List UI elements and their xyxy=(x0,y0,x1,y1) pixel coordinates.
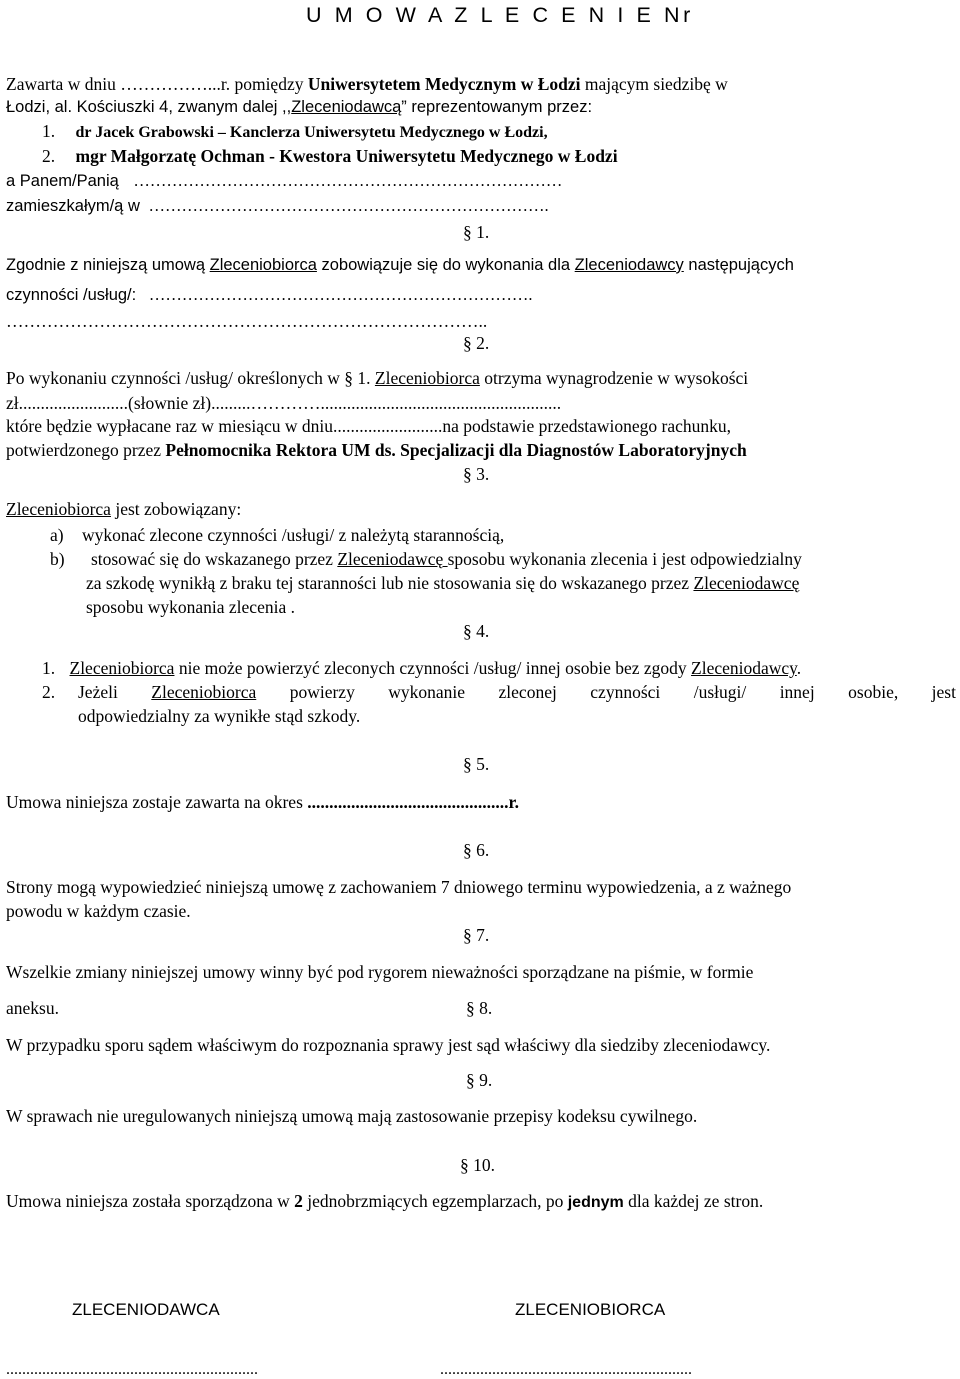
term-zleceniodawcy: Zleceniodawcy xyxy=(691,658,797,678)
clause-word: jest xyxy=(931,682,956,702)
clause-text: wykonać zlecone czynności /usługi/ z należytą starannością, xyxy=(81,525,505,545)
section-3-header: § 3. xyxy=(463,464,490,484)
section-5-line xyxy=(6,794,519,812)
intro-text: mającym siedzibę w xyxy=(580,74,728,94)
clause-text: sposobu wykonania zlecenia i jest odpowiedzialny xyxy=(447,549,802,569)
services-blank: ……………………………………………………………………….. xyxy=(6,311,488,331)
clause-word: powierzy xyxy=(289,682,355,702)
list-number: 1. xyxy=(42,121,56,141)
section-4-point-2-line-2: odpowiedzialny za wynikłe stąd szkody. xyxy=(78,706,361,726)
intro-text: Łodzi, al. Kościuszki 4, zwanym dalej ,, xyxy=(6,98,292,116)
clause-text: jest zobowiązany: xyxy=(110,499,242,519)
signature-label-zleceniobiorca: ZLECENIOBIORCA xyxy=(515,1300,666,1319)
plenipotentiary-name: Pełnomocnika Rektora UM ds. Specjalizacji dla Diagnostów Laboratoryjnych xyxy=(165,440,747,460)
section-1-line-1 xyxy=(6,257,794,274)
section-1-header: § 1. xyxy=(463,222,490,242)
term-zleceniodawca: Zleceniodawcę xyxy=(693,573,800,593)
term-zleceniobiorca: Zleceniobiorca xyxy=(151,682,257,702)
section-8-line: W przypadku sporu sądem właściwym do rozpoznania sprawy jest sąd właściwy dla siedziby zleceniodawcy. xyxy=(6,1035,771,1055)
term-zleceniobiorca: Zleceniobiorca xyxy=(69,658,175,678)
clause-text: zobowiązuje się do wykonania dla xyxy=(316,256,575,274)
section-8-header: § 8. xyxy=(466,998,493,1018)
section-7-line-2: aneksu. xyxy=(6,998,59,1018)
section-10-line xyxy=(6,1193,763,1211)
contractor-address-line xyxy=(6,198,549,215)
clause-word: Jeżeli xyxy=(78,682,118,702)
signature-line-zleceniodawca: ............................................................... xyxy=(6,1361,258,1378)
section-4-header: § 4. xyxy=(463,621,490,641)
clause-text: Zgodnie z niniejszą umową xyxy=(6,256,210,274)
term-blank: ..............................................r. xyxy=(307,792,520,812)
intro-text: pomiędzy xyxy=(230,74,308,94)
section-4-point-2-num: 2. xyxy=(42,682,56,702)
copies-each: jednym xyxy=(567,1194,624,1211)
section-3-item-b-cont-1 xyxy=(86,575,799,593)
document-title: U M O W A Z L E C E N I E Nr xyxy=(306,3,694,27)
contractor-name-blank: …………………………………………………………………… xyxy=(133,171,563,190)
term-zleceniobiorca: Zleceniobiorca xyxy=(6,499,111,519)
section-7-header: § 7. xyxy=(463,925,490,945)
representative-2 xyxy=(42,148,618,166)
clause-text: otrzyma wynagrodzenie w wysokości xyxy=(479,368,749,388)
clause-text: jednobrzmiących egzemplarzach, po xyxy=(302,1191,568,1211)
clause-text: za szkodę wynikłą z braku tej staranności lub nie stosowania się do wskazanego przez xyxy=(86,573,694,593)
intro-text: ” reprezentowanym przez: xyxy=(401,98,593,116)
date-blank: ……………...r. xyxy=(120,74,231,94)
clause-word: zleconej xyxy=(498,682,557,702)
clause-text: stosować się do wskazanego przez xyxy=(90,549,338,569)
section-4-point-1 xyxy=(42,660,801,678)
section-2-line-4 xyxy=(6,442,747,460)
section-6-line-1: Strony mogą wypowiedzieć niniejszą umowę z zachowaniem 7 dniowego terminu wypowiedzenia, a z ważnego xyxy=(6,877,792,897)
university-name: Uniwersytetem Medycznym w Łodzi xyxy=(307,74,581,94)
section-7-line-1: Wszelkie zmiany niniejszej umowy winny być pod rygorem nieważności sporządzane na piśmie, w formie xyxy=(6,962,754,982)
list-label: b) xyxy=(50,549,65,569)
section-2-header: § 2. xyxy=(463,333,490,353)
clause-text: następujących xyxy=(683,256,794,274)
intro-line-1 xyxy=(6,76,728,94)
section-6-header: § 6. xyxy=(463,840,490,860)
clause-text: nie może powierzyć zleconych czynności /usług/ innej osobie bez zgody xyxy=(174,658,692,678)
section-3-item-b-cont-2: sposobu wykonania zlecenia . xyxy=(86,597,295,617)
intro-line-2 xyxy=(6,99,592,116)
address-label: zamieszkałym/ą w xyxy=(6,197,140,215)
address-blank: ………………………………………………………………. xyxy=(148,196,549,215)
list-number: 2. xyxy=(42,146,56,166)
term-zleceniodawca: Zleceniodawcą xyxy=(291,98,402,116)
section-3-item-a xyxy=(50,527,504,545)
section-2-line-1 xyxy=(6,370,748,388)
services-blank: ……………………………………………………………. xyxy=(148,285,533,304)
clause-text: czynności /usług/: xyxy=(6,286,137,304)
section-2-line-2: zł.........................(słownie zł).........…………....................................................... xyxy=(6,393,562,413)
section-3-item-b xyxy=(50,551,802,569)
term-zleceniodawca: Zleceniodawcę xyxy=(337,549,448,569)
term-zleceniobiorca: Zleceniobiorca xyxy=(374,368,480,388)
section-1-line-3 xyxy=(6,313,487,331)
clause-word: wykonanie xyxy=(388,682,466,702)
section-3-intro xyxy=(6,501,241,519)
representative-name: dr Jacek Grabowski – Kanclerza Uniwersytetu Medycznego w Łodzi, xyxy=(75,124,548,141)
clause-word: /usługi/ xyxy=(693,682,747,702)
signature-line-zleceniobiorca: ............................................................... xyxy=(440,1361,692,1378)
section-5-header: § 5. xyxy=(463,754,490,774)
section-9-line: W sprawach nie uregulowanych niniejszą umową mają zastosowanie przepisy kodeksu cywilnego. xyxy=(6,1106,698,1126)
list-label: a) xyxy=(50,525,64,545)
contractor-name-line xyxy=(6,173,562,190)
clause-text: potwierdzonego przez xyxy=(6,440,166,460)
term-zleceniobiorca: Zleceniobiorca xyxy=(209,256,317,274)
contractor-label: a Panem/Panią xyxy=(6,172,119,190)
clause-word: osobie, xyxy=(848,682,899,702)
section-1-line-2 xyxy=(6,287,532,304)
list-number: 1. xyxy=(42,658,56,678)
intro-text: Zawarta w dniu xyxy=(6,74,121,94)
section-10-header: § 10. xyxy=(460,1155,495,1175)
clause-text: Umowa niniejsza zostaje zawarta na okres xyxy=(6,792,308,812)
clause-text: Umowa niniejsza została sporządzona w xyxy=(6,1191,295,1211)
section-6-line-2: powodu w każdym czasie. xyxy=(6,901,191,921)
representative-1 xyxy=(42,123,548,141)
section-9-header: § 9. xyxy=(466,1070,493,1090)
clause-text: . xyxy=(796,658,802,678)
section-4-point-2-line-1 xyxy=(78,684,956,702)
clause-text: Po wykonaniu czynności /usług/ określonych w § 1. xyxy=(6,368,375,388)
clause-word: czynności xyxy=(590,682,661,702)
clause-text: dla każdej ze stron. xyxy=(623,1191,764,1211)
clause-word: innej xyxy=(779,682,815,702)
term-zleceniodawca: Zleceniodawcy xyxy=(574,256,684,274)
section-2-line-3: które będzie wypłacane raz w miesiącu w dniu.........................na podstawie przedstawionego rachunku, xyxy=(6,416,732,436)
copies-count: 2 xyxy=(294,1191,303,1211)
signature-label-zleceniodawca: ZLECENIODAWCA xyxy=(72,1300,220,1319)
representative-name: mgr Małgorzatę Ochman - Kwestora Uniwersytetu Medycznego w Łodzi xyxy=(75,146,618,166)
